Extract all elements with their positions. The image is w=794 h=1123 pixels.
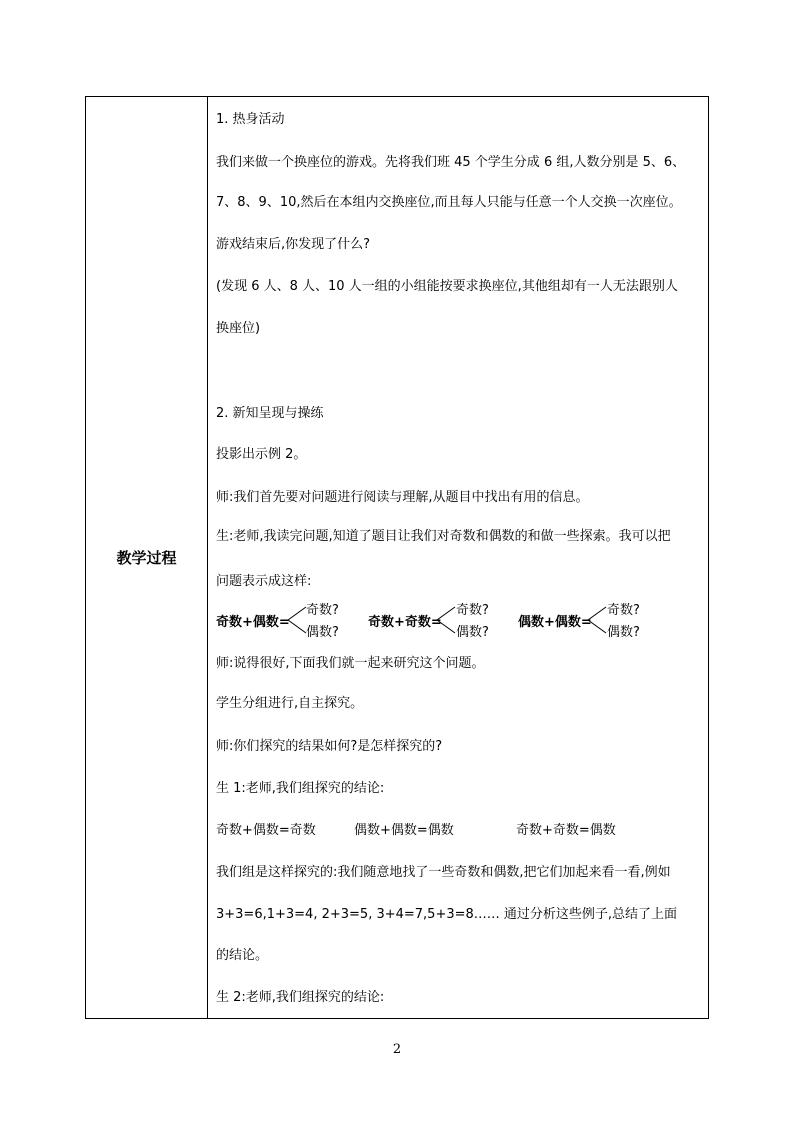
text-line: 学生分组进行,自主探究。 bbox=[216, 696, 364, 711]
fork-diagram-odd-plus-even bbox=[216, 599, 346, 639]
fork-option-bottom: 偶数? bbox=[456, 625, 489, 640]
text-line: 7、8、9、10,然后在本组内交换座位,而且每人只能与任意一个人交换一次座位。 bbox=[216, 195, 682, 210]
text-line: 生:老师,我读完问题,知道了题目让我们对奇数和偶数的和做一些探索。我可以把 bbox=[216, 529, 671, 544]
fork-diagram-odd-plus-odd bbox=[368, 599, 498, 639]
text-line: (发现 6 人、8 人、10 人一组的小组能按要求换座位,其他组却有一人无法跟别人 bbox=[216, 279, 678, 294]
text-line: 师:说得很好,下面我们就一起来研究这个问题。 bbox=[216, 656, 485, 671]
fork-branch-icon bbox=[586, 605, 608, 635]
page-number: 2 bbox=[392, 1042, 402, 1057]
text-line: 问题表示成这样: bbox=[216, 574, 312, 589]
column-divider bbox=[207, 97, 208, 1018]
text-line: 3+3=6,1+3=4, 2+3=5, 3+4=7,5+3=8…… 通过分析这些例子,总结了上面 bbox=[216, 907, 678, 922]
conclusion-even-plus-even: 偶数+偶数=偶数 bbox=[354, 823, 454, 838]
fork-option-top: 奇数? bbox=[306, 603, 339, 618]
fork-option-top: 奇数? bbox=[607, 603, 640, 618]
heading-warmup: 1. 热身活动 bbox=[216, 112, 285, 127]
section-label: 教学过程 bbox=[116, 549, 177, 567]
text-line: 我们组是这样探究的:我们随意地找了一些奇数和偶数,把它们加起来看一看,例如 bbox=[216, 865, 671, 880]
fork-branch-icon bbox=[286, 605, 308, 635]
conclusion-odd-plus-odd: 奇数+奇数=偶数 bbox=[516, 823, 616, 838]
text-line: 我们来做一个换座位的游戏。先将我们班 45 个学生分成 6 组,人数分别是 5、6、 bbox=[216, 155, 686, 170]
text-line: 换座位) bbox=[216, 321, 261, 336]
lesson-table bbox=[85, 96, 709, 1019]
fork-option-top: 奇数? bbox=[456, 603, 489, 618]
heading-new-knowledge: 2. 新知呈现与操练 bbox=[216, 406, 324, 421]
fork-option-bottom: 偶数? bbox=[306, 625, 339, 640]
text-line: 游戏结束后,你发现了什么? bbox=[216, 237, 371, 252]
text-line: 师:你们探究的结果如何?是怎样探究的? bbox=[216, 739, 443, 754]
text-line: 生 1:老师,我们组探究的结论: bbox=[216, 781, 385, 796]
fork-expression: 偶数+偶数= bbox=[518, 615, 592, 630]
text-line: 的结论。 bbox=[216, 948, 269, 963]
text-line: 投影出示例 2。 bbox=[216, 447, 307, 462]
fork-option-bottom: 偶数? bbox=[607, 625, 640, 640]
text-line: 师:我们首先要对问题进行阅读与理解,从题目中找出有用的信息。 bbox=[216, 490, 589, 505]
fork-expression: 奇数+奇数= bbox=[368, 615, 442, 630]
fork-expression: 奇数+偶数= bbox=[216, 615, 290, 630]
conclusion-odd-plus-even: 奇数+偶数=奇数 bbox=[216, 823, 316, 838]
text-line: 生 2:老师,我们组探究的结论: bbox=[216, 990, 385, 1005]
fork-diagram-even-plus-even bbox=[518, 599, 648, 639]
fork-branch-icon bbox=[435, 605, 457, 635]
